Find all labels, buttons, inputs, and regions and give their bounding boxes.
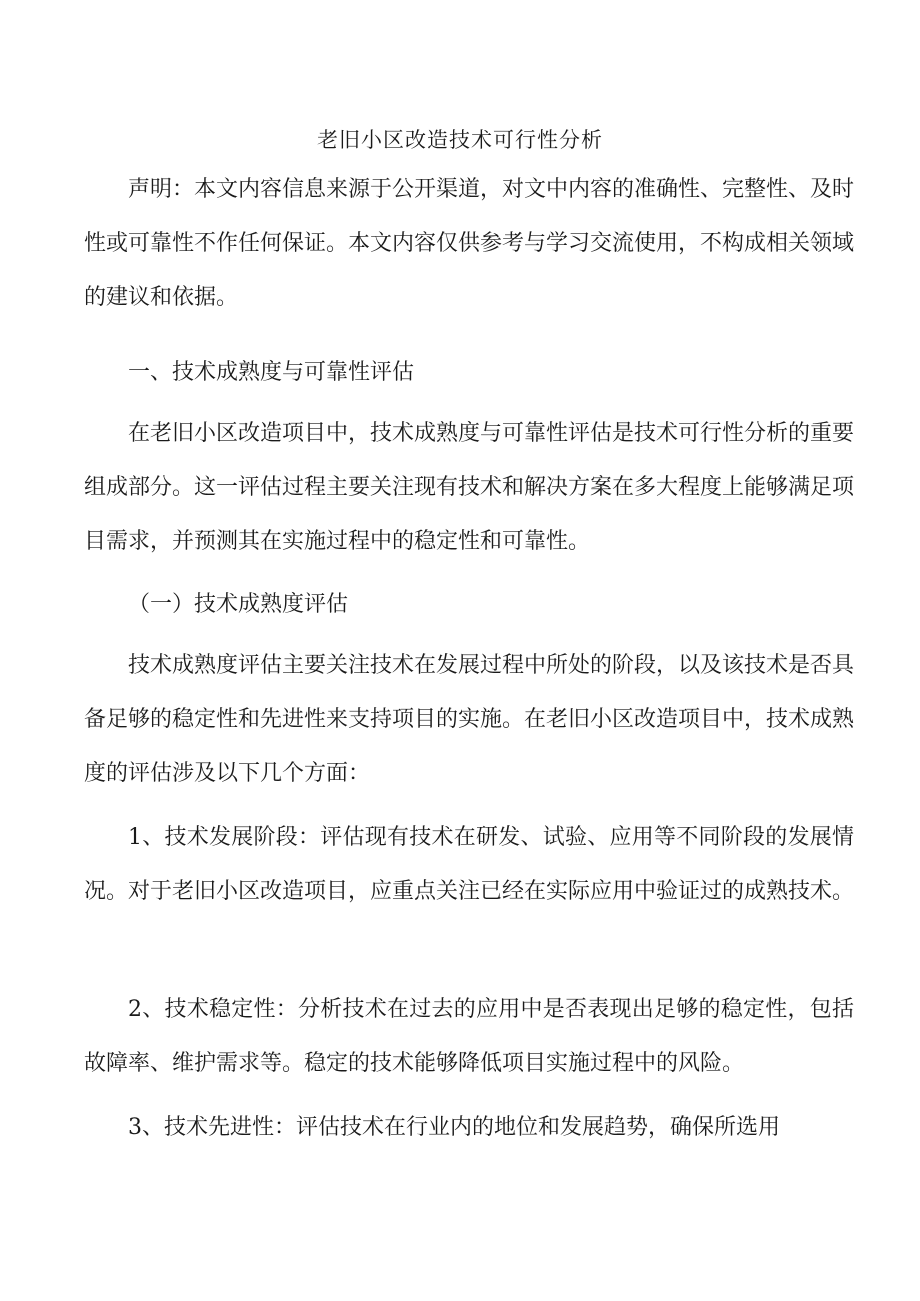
list-item-advancement: 3、技术先进性：评估技术在行业内的地位和发展趋势，确保所选用 [128, 1115, 780, 1140]
section-intro-paragraph: 在老旧小区改造项目中，技术成熟度与可靠性评估是技术可行性分析的重要组成部分。这一评估过程主要关注现有技术和解决方案在多大程度上能够满足项目需求，并预测其在实施过程中的稳定性和可靠性。 [84, 421, 855, 554]
list-item-stability: 2、技术稳定性：分析技术在过去的应用中是否表现出足够的稳定性，包括故障率、维护需求等。稳定的技术能够降低项目实施过程中的风险。 [84, 997, 854, 1076]
list-item-development-stage: 1、技术发展阶段：评估现有技术在研发、试验、应用等不同阶段的发展情况。对于老旧小区改造项目，应重点关注已经在实际应用中验证过的成熟技术。 [84, 825, 855, 904]
document-title: 老旧小区改造技术可行性分析 [317, 128, 603, 152]
subsection-heading: （一）技术成熟度评估 [128, 592, 349, 617]
section-heading: 一、技术成熟度与可靠性评估 [128, 360, 415, 385]
disclaimer-paragraph: 声明：本文内容信息来源于公开渠道，对文中内容的准确性、完整性、及时性或可靠性不作任何保证。本文内容仅供参考与学习交流使用，不构成相关领域的建议和依据。 [84, 177, 855, 310]
subsection-intro-paragraph: 技术成熟度评估主要关注技术在发展过程中所处的阶段，以及该技术是否具备足够的稳定性和先进性来支持项目的实施。在老旧小区改造项目中，技术成熟度的评估涉及以下几个方面： [84, 653, 855, 786]
